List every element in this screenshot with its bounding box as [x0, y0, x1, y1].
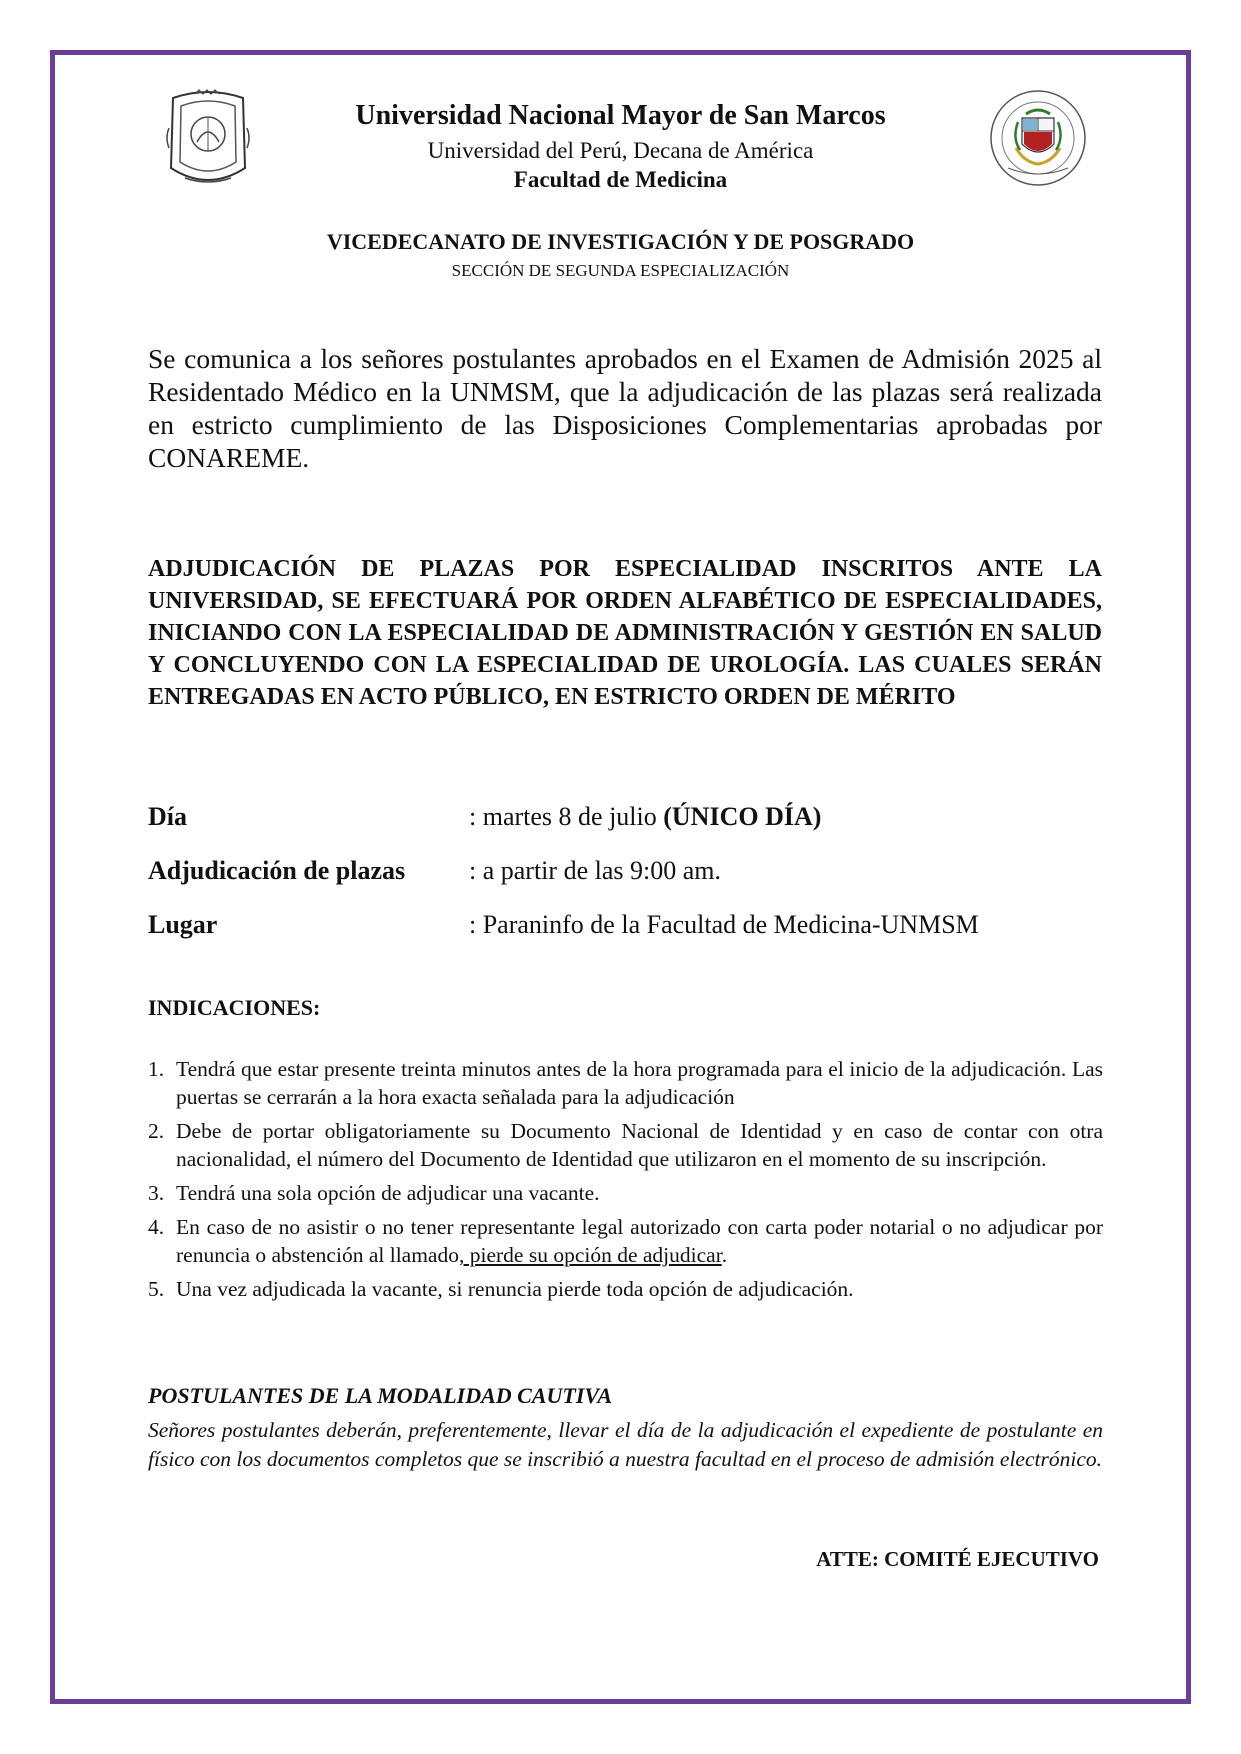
- item-number: 3.: [148, 1181, 165, 1205]
- cautiva-title: POSTULANTES DE LA MODALIDAD CAUTIVA: [148, 1383, 613, 1408]
- item-text: Debe de portar obligatoriamente su Documento Nacional de Identidad y en caso de contar con otra nacionalidad, el número del Documento de Identidad que utilizaron en el momento de su inscripción.: [176, 1119, 1103, 1171]
- item-tail: .: [721, 1243, 728, 1267]
- item-number: 5.: [148, 1277, 165, 1301]
- item-text: En caso de no asistir o no tener representante legal autorizado con carta poder notarial o no adjudicar por renuncia o abstención al llamado: [176, 1215, 1103, 1267]
- list-item: [148, 1055, 1103, 1111]
- item-underlined-text: , pierde su opción de adjudicar: [458, 1243, 722, 1267]
- list-item: [148, 1117, 1103, 1173]
- detail-emphasis: (ÚNICO DÍA): [663, 802, 822, 831]
- detail-label: Día: [148, 802, 187, 831]
- item-number: 4.: [148, 1215, 165, 1239]
- indicaciones-title: INDICACIONES:: [148, 995, 321, 1020]
- university-subtitle: Universidad del Perú, Decana de América: [427, 138, 814, 163]
- cautiva-text: Señores postulantes deberán, preferentemente, llevar el día de la adjudicación el expediente de postulante en físico con los documentos completos que se inscribió a nuestra facultad en el proceso de admisión electrónico.: [148, 1418, 1103, 1471]
- list-item: [148, 1275, 1103, 1303]
- detail-value: [469, 802, 821, 832]
- item-number: 1.: [148, 1057, 165, 1081]
- list-item: [148, 1179, 1103, 1207]
- section-title: SECCIÓN DE SEGUNDA ESPECIALIZACIÓN: [451, 261, 790, 280]
- item-text: Tendrá que estar presente treinta minutos antes de la hora programada para el inicio de la adjudicación. Las puertas se cerrarán a la hora exacta señalada para la adjudicación: [176, 1057, 1103, 1109]
- faculty-name: Facultad de Medicina: [513, 167, 728, 192]
- detail-label: Adjudicación de plazas: [148, 856, 406, 885]
- detail-label: Lugar: [148, 910, 218, 939]
- list-item: [148, 1213, 1103, 1269]
- item-number: 2.: [148, 1119, 165, 1143]
- detail-value: : Paraninfo de la Facultad de Medicina-UNMSM: [469, 910, 979, 939]
- intro-paragraph: Se comunica a los señores postulantes aprobados en el Examen de Admisión 2025 al Residentado Médico en la UNMSM, que la adjudicación de las plazas será realizada en estricto cumplimiento de las Disposiciones Complementarias aprobadas por CONAREME.: [148, 343, 1102, 473]
- announcement-paragraph: ADJUDICACIÓN DE PLAZAS POR ESPECIALIDAD INSCRITOS ANTE LA UNIVERSIDAD, SE EFECTUARÁ POR ORDEN ALFABÉTICO DE ESPECIALIDADES, INICIANDO CON LA ESPECIALIDAD DE ADMINISTRACIÓN Y GESTIÓN EN SALUD Y CONCLUYENDO CON LA ESPECIALIDAD DE UROLOGÍA. LAS CUALES SERÁN ENTREGADAS EN ACTO PÚBLICO, EN ESTRICTO ORDEN DE MÉRITO: [148, 556, 1102, 710]
- item-text: Tendrá una sola opción de adjudicar una vacante.: [176, 1181, 600, 1205]
- signature-line: ATTE: COMITÉ EJECUTIVO: [816, 1547, 1099, 1571]
- detail-value: : a partir de las 9:00 am.: [469, 856, 721, 885]
- detail-value-text: : martes 8 de julio: [469, 802, 664, 831]
- indicaciones-list: [148, 1055, 1103, 1309]
- university-name: Universidad Nacional Mayor de San Marcos: [355, 100, 886, 131]
- item-text: Una vez adjudicada la vacante, si renuncia pierde toda opción de adjudicación.: [176, 1277, 854, 1301]
- vicedecanato-title: VICEDECANATO DE INVESTIGACIÓN Y DE POSGRADO: [326, 229, 915, 254]
